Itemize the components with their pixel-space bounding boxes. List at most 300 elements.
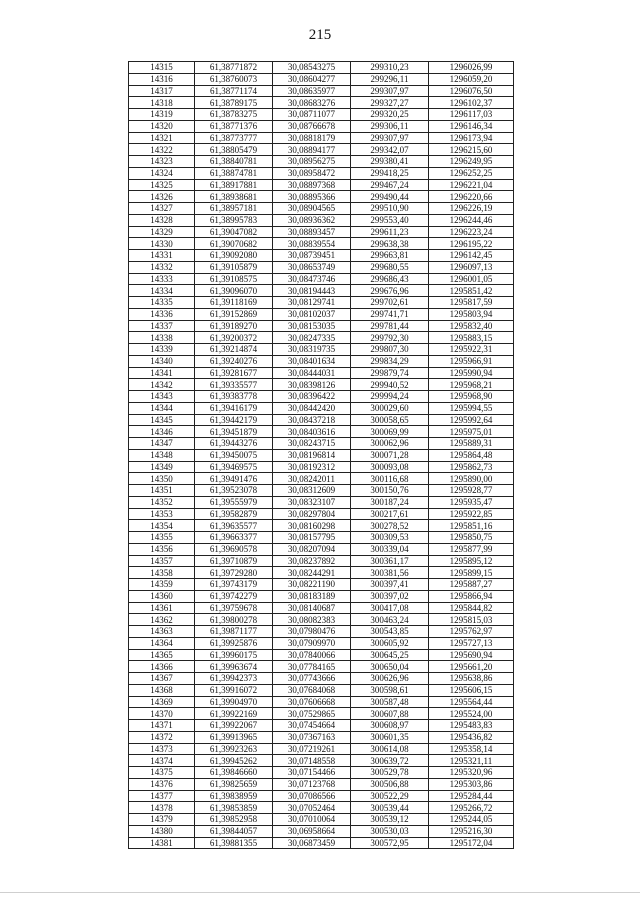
coordinate-a-cell: 61,39663377 (195, 532, 273, 544)
coordinate-x-cell: 300361,17 (351, 555, 429, 567)
point-number-cell: 14365 (129, 649, 195, 661)
coordinate-b-cell: 30,07219261 (273, 743, 351, 755)
coordinate-b-cell: 30,07154466 (273, 767, 351, 779)
point-number-cell: 14359 (129, 579, 195, 591)
coordinate-b-cell: 30,08894177 (273, 144, 351, 156)
point-number-cell: 14368 (129, 684, 195, 696)
table-row (129, 391, 514, 403)
coordinate-x-cell: 299553,40 (351, 214, 429, 226)
point-number-cell: 14337 (129, 320, 195, 332)
point-number-cell: 14315 (129, 62, 195, 74)
point-number-cell: 14344 (129, 402, 195, 414)
coordinate-b-cell: 30,08401634 (273, 355, 351, 367)
coordinate-y-cell: 1296117,03 (429, 109, 514, 121)
coordinate-y-cell: 1295638,86 (429, 673, 514, 685)
coordinate-x-cell: 300381,56 (351, 567, 429, 579)
coordinate-b-cell: 30,08895366 (273, 191, 351, 203)
table-row (129, 250, 514, 262)
coordinate-y-cell: 1295968,21 (429, 379, 514, 391)
point-number-cell: 14364 (129, 637, 195, 649)
table-row (129, 743, 514, 755)
coordinate-a-cell: 61,38957181 (195, 203, 273, 215)
coordinate-b-cell: 30,08207094 (273, 543, 351, 555)
coordinate-x-cell: 299306,11 (351, 120, 429, 132)
coordinate-x-cell: 300029,60 (351, 402, 429, 414)
coordinate-a-cell: 61,39555979 (195, 496, 273, 508)
coordinate-b-cell: 30,07010064 (273, 814, 351, 826)
page-number: 215 (308, 27, 332, 43)
coordinate-b-cell: 30,08473746 (273, 273, 351, 285)
table-row (129, 649, 514, 661)
coordinate-b-cell: 30,07909970 (273, 637, 351, 649)
table-row (129, 367, 514, 379)
coordinate-b-cell: 30,08221190 (273, 579, 351, 591)
coordinate-a-cell: 61,39070682 (195, 238, 273, 250)
table-row (129, 167, 514, 179)
point-number-cell: 14340 (129, 355, 195, 367)
table-row (129, 543, 514, 555)
coordinate-b-cell: 30,08635977 (273, 85, 351, 97)
table-row (129, 214, 514, 226)
coordinate-b-cell: 30,08192312 (273, 461, 351, 473)
table-row (129, 320, 514, 332)
table-row (129, 144, 514, 156)
table-row (129, 520, 514, 532)
point-number-cell: 14357 (129, 555, 195, 567)
coordinate-y-cell: 1295690,94 (429, 649, 514, 661)
coordinate-a-cell: 61,38840781 (195, 156, 273, 168)
coordinate-x-cell: 300071,28 (351, 449, 429, 461)
coordinate-y-cell: 1295321,11 (429, 755, 514, 767)
coordinate-b-cell: 30,07148558 (273, 755, 351, 767)
coordinate-a-cell: 61,39922169 (195, 708, 273, 720)
coordinate-b-cell: 30,08604277 (273, 73, 351, 85)
point-number-cell: 14354 (129, 520, 195, 532)
coordinate-x-cell: 299418,25 (351, 167, 429, 179)
coordinate-a-cell: 61,39960175 (195, 649, 273, 661)
coordinate-x-cell: 300645,25 (351, 649, 429, 661)
coordinate-a-cell: 61,39710879 (195, 555, 273, 567)
point-number-cell: 14381 (129, 837, 195, 849)
coordinate-x-cell: 299807,30 (351, 344, 429, 356)
coordinate-y-cell: 1295524,00 (429, 708, 514, 720)
coordinate-x-cell: 299663,81 (351, 250, 429, 262)
point-number-cell: 14326 (129, 191, 195, 203)
coordinate-y-cell: 1295922,85 (429, 508, 514, 520)
coordinate-a-cell: 61,39881355 (195, 837, 273, 849)
coordinate-y-cell: 1295803,94 (429, 308, 514, 320)
point-number-cell: 14333 (129, 273, 195, 285)
coordinate-a-cell: 61,39416179 (195, 402, 273, 414)
coordinate-b-cell: 30,08312609 (273, 485, 351, 497)
coordinate-y-cell: 1295851,42 (429, 285, 514, 297)
point-number-cell: 14347 (129, 438, 195, 450)
coordinate-x-cell: 299638,38 (351, 238, 429, 250)
coordinate-b-cell: 30,08153035 (273, 320, 351, 332)
coordinate-a-cell: 61,38771174 (195, 85, 273, 97)
point-number-cell: 14345 (129, 414, 195, 426)
coordinate-y-cell: 1295284,44 (429, 790, 514, 802)
coordinate-a-cell: 61,39844057 (195, 825, 273, 837)
coordinate-y-cell: 1296221,04 (429, 179, 514, 191)
coordinate-y-cell: 1295606,15 (429, 684, 514, 696)
coordinate-b-cell: 30,08247335 (273, 332, 351, 344)
coordinate-x-cell: 299611,23 (351, 226, 429, 238)
coordinate-x-cell: 299380,41 (351, 156, 429, 168)
coordinate-b-cell: 30,08897368 (273, 179, 351, 191)
coordinate-b-cell: 30,08160298 (273, 520, 351, 532)
table-row (129, 132, 514, 144)
coordinate-y-cell: 1295883,15 (429, 332, 514, 344)
coordinate-x-cell: 299792,30 (351, 332, 429, 344)
coordinate-a-cell: 61,39922067 (195, 720, 273, 732)
coordinate-y-cell: 1295966,91 (429, 355, 514, 367)
coordinate-a-cell: 61,39838959 (195, 790, 273, 802)
coordinate-a-cell: 61,39913965 (195, 731, 273, 743)
table-row (129, 438, 514, 450)
point-number-cell: 14373 (129, 743, 195, 755)
coordinate-x-cell: 300339,04 (351, 543, 429, 555)
coordinate-x-cell: 300543,85 (351, 626, 429, 638)
coordinates-table-body (129, 62, 514, 849)
coordinate-y-cell: 1295877,99 (429, 543, 514, 555)
point-number-cell: 14324 (129, 167, 195, 179)
coordinate-x-cell: 299307,97 (351, 132, 429, 144)
coordinate-a-cell: 61,39742279 (195, 590, 273, 602)
coordinate-a-cell: 61,39450075 (195, 449, 273, 461)
coordinate-a-cell: 61,39096070 (195, 285, 273, 297)
table-row (129, 720, 514, 732)
table-row (129, 203, 514, 215)
coordinate-a-cell: 61,39047082 (195, 226, 273, 238)
coordinate-b-cell: 30,08237892 (273, 555, 351, 567)
coordinate-b-cell: 30,06958664 (273, 825, 351, 837)
coordinate-b-cell: 30,08543275 (273, 62, 351, 74)
coordinate-y-cell: 1296220,66 (429, 191, 514, 203)
table-row (129, 261, 514, 273)
coordinate-x-cell: 300587,48 (351, 696, 429, 708)
point-number-cell: 14361 (129, 602, 195, 614)
coordinate-x-cell: 299327,27 (351, 97, 429, 109)
coordinate-b-cell: 30,08442420 (273, 402, 351, 414)
table-row (129, 191, 514, 203)
table-row (129, 661, 514, 673)
coordinate-b-cell: 30,07367163 (273, 731, 351, 743)
coordinate-a-cell: 61,39442179 (195, 414, 273, 426)
point-number-cell: 14379 (129, 814, 195, 826)
point-number-cell: 14355 (129, 532, 195, 544)
coordinate-b-cell: 30,08403616 (273, 426, 351, 438)
coordinate-x-cell: 299320,25 (351, 109, 429, 121)
coordinate-y-cell: 1295817,59 (429, 297, 514, 309)
coordinate-a-cell: 61,39743179 (195, 579, 273, 591)
coordinate-a-cell: 61,38783275 (195, 109, 273, 121)
coordinate-y-cell: 1295216,30 (429, 825, 514, 837)
coordinate-y-cell: 1296244,46 (429, 214, 514, 226)
coordinate-b-cell: 30,07743666 (273, 673, 351, 685)
coordinate-y-cell: 1295727,13 (429, 637, 514, 649)
point-number-cell: 14334 (129, 285, 195, 297)
coordinate-y-cell: 1296252,25 (429, 167, 514, 179)
coordinate-b-cell: 30,08194443 (273, 285, 351, 297)
coordinate-b-cell: 30,08323107 (273, 496, 351, 508)
coordinate-b-cell: 30,08157795 (273, 532, 351, 544)
coordinate-b-cell: 30,07684068 (273, 684, 351, 696)
coordinate-a-cell: 61,39871177 (195, 626, 273, 638)
coordinate-y-cell: 1296001,05 (429, 273, 514, 285)
coordinate-y-cell: 1296097,13 (429, 261, 514, 273)
coordinate-x-cell: 300607,88 (351, 708, 429, 720)
coordinate-y-cell: 1295815,03 (429, 614, 514, 626)
coordinate-x-cell: 300116,68 (351, 473, 429, 485)
coordinate-x-cell: 300605,92 (351, 637, 429, 649)
coordinate-x-cell: 300626,96 (351, 673, 429, 685)
coordinate-b-cell: 30,08818179 (273, 132, 351, 144)
coordinate-x-cell: 300062,96 (351, 438, 429, 450)
coordinate-y-cell: 1295851,16 (429, 520, 514, 532)
coordinate-a-cell: 61,38917881 (195, 179, 273, 191)
point-number-cell: 14330 (129, 238, 195, 250)
point-number-cell: 14329 (129, 226, 195, 238)
coordinate-y-cell: 1295890,00 (429, 473, 514, 485)
coordinate-b-cell: 30,08297804 (273, 508, 351, 520)
coordinate-a-cell: 61,39729280 (195, 567, 273, 579)
point-number-cell: 14371 (129, 720, 195, 732)
point-number-cell: 14328 (129, 214, 195, 226)
point-number-cell: 14320 (129, 120, 195, 132)
table-row (129, 226, 514, 238)
coordinate-x-cell: 299834,29 (351, 355, 429, 367)
coordinate-x-cell: 300522,29 (351, 790, 429, 802)
coordinate-x-cell: 299310,23 (351, 62, 429, 74)
point-number-cell: 14366 (129, 661, 195, 673)
table-row (129, 555, 514, 567)
table-row (129, 755, 514, 767)
point-number-cell: 14353 (129, 508, 195, 520)
coordinate-b-cell: 30,07606668 (273, 696, 351, 708)
coordinate-y-cell: 1296142,45 (429, 250, 514, 262)
coordinate-b-cell: 30,08683276 (273, 97, 351, 109)
coordinate-x-cell: 299702,61 (351, 297, 429, 309)
coordinate-y-cell: 1296076,50 (429, 85, 514, 97)
coordinate-a-cell: 61,39523078 (195, 485, 273, 497)
table-row (129, 156, 514, 168)
point-number-cell: 14378 (129, 802, 195, 814)
coordinate-x-cell: 300058,65 (351, 414, 429, 426)
point-number-cell: 14318 (129, 97, 195, 109)
coordinate-x-cell: 299686,43 (351, 273, 429, 285)
coordinate-a-cell: 61,38805479 (195, 144, 273, 156)
coordinate-x-cell: 299490,44 (351, 191, 429, 203)
coordinate-y-cell: 1295899,15 (429, 567, 514, 579)
coordinate-x-cell: 299467,24 (351, 179, 429, 191)
coordinate-a-cell: 61,39335577 (195, 379, 273, 391)
coordinate-b-cell: 30,06873459 (273, 837, 351, 849)
point-number-cell: 14332 (129, 261, 195, 273)
table-row (129, 567, 514, 579)
point-number-cell: 14343 (129, 391, 195, 403)
coordinate-a-cell: 61,39916072 (195, 684, 273, 696)
table-row (129, 485, 514, 497)
coordinate-b-cell: 30,07784165 (273, 661, 351, 673)
table-row (129, 285, 514, 297)
coordinate-b-cell: 30,08956275 (273, 156, 351, 168)
coordinate-x-cell: 300572,95 (351, 837, 429, 849)
coordinate-a-cell: 61,38789175 (195, 97, 273, 109)
point-number-cell: 14325 (129, 179, 195, 191)
table-row (129, 344, 514, 356)
table-row (129, 414, 514, 426)
coordinate-a-cell: 61,39451879 (195, 426, 273, 438)
coordinates-table (128, 61, 514, 849)
point-number-cell: 14321 (129, 132, 195, 144)
coordinate-b-cell: 30,08958472 (273, 167, 351, 179)
table-row (129, 579, 514, 591)
coordinate-x-cell: 300187,24 (351, 496, 429, 508)
coordinate-b-cell: 30,08711077 (273, 109, 351, 121)
coordinate-b-cell: 30,08183189 (273, 590, 351, 602)
scan-edge-line (0, 892, 640, 893)
point-number-cell: 14338 (129, 332, 195, 344)
coordinate-x-cell: 299296,11 (351, 73, 429, 85)
coordinate-b-cell: 30,08243715 (273, 438, 351, 450)
coordinate-y-cell: 1296173,94 (429, 132, 514, 144)
point-number-cell: 14358 (129, 567, 195, 579)
table-row (129, 355, 514, 367)
table-row (129, 778, 514, 790)
coordinate-y-cell: 1295850,75 (429, 532, 514, 544)
coordinate-b-cell: 30,08437218 (273, 414, 351, 426)
coordinate-b-cell: 30,08904565 (273, 203, 351, 215)
coordinate-x-cell: 300650,04 (351, 661, 429, 673)
table-row (129, 508, 514, 520)
table-row (129, 73, 514, 85)
coordinate-y-cell: 1296059,20 (429, 73, 514, 85)
coordinate-y-cell: 1295844,82 (429, 602, 514, 614)
coordinate-x-cell: 300639,72 (351, 755, 429, 767)
table-row (129, 461, 514, 473)
coordinate-a-cell: 61,39118169 (195, 297, 273, 309)
table-row (129, 179, 514, 191)
coordinate-y-cell: 1296026,99 (429, 62, 514, 74)
point-number-cell: 14367 (129, 673, 195, 685)
coordinate-a-cell: 61,39800278 (195, 614, 273, 626)
point-number-cell: 14374 (129, 755, 195, 767)
table-row (129, 332, 514, 344)
coordinate-a-cell: 61,39925876 (195, 637, 273, 649)
coordinate-b-cell: 30,08242011 (273, 473, 351, 485)
table-row (129, 708, 514, 720)
coordinate-b-cell: 30,08319735 (273, 344, 351, 356)
coordinate-y-cell: 1295320,96 (429, 767, 514, 779)
coordinate-a-cell: 61,39852958 (195, 814, 273, 826)
coordinate-a-cell: 61,39963674 (195, 661, 273, 673)
point-number-cell: 14336 (129, 308, 195, 320)
table-row (129, 120, 514, 132)
coordinate-b-cell: 30,08893457 (273, 226, 351, 238)
coordinate-x-cell: 300397,02 (351, 590, 429, 602)
table-row (129, 626, 514, 638)
coordinate-a-cell: 61,39214874 (195, 344, 273, 356)
coordinate-a-cell: 61,39281677 (195, 367, 273, 379)
table-row (129, 426, 514, 438)
coordinate-b-cell: 30,08398126 (273, 379, 351, 391)
table-row (129, 602, 514, 614)
coordinate-a-cell: 61,39582879 (195, 508, 273, 520)
coordinate-y-cell: 1295895,12 (429, 555, 514, 567)
coordinate-b-cell: 30,07840066 (273, 649, 351, 661)
coordinate-b-cell: 30,07052464 (273, 802, 351, 814)
coordinate-x-cell: 299781,44 (351, 320, 429, 332)
table-row (129, 802, 514, 814)
coordinate-a-cell: 61,39108575 (195, 273, 273, 285)
coordinate-x-cell: 300601,35 (351, 731, 429, 743)
point-number-cell: 14350 (129, 473, 195, 485)
point-number-cell: 14335 (129, 297, 195, 309)
table-row (129, 684, 514, 696)
coordinate-y-cell: 1295889,31 (429, 438, 514, 450)
coordinate-y-cell: 1295968,90 (429, 391, 514, 403)
coordinate-y-cell: 1295866,94 (429, 590, 514, 602)
coordinate-a-cell: 61,39383778 (195, 391, 273, 403)
coordinate-a-cell: 61,38938681 (195, 191, 273, 203)
coordinate-a-cell: 61,39189270 (195, 320, 273, 332)
point-number-cell: 14323 (129, 156, 195, 168)
coordinate-y-cell: 1295887,27 (429, 579, 514, 591)
coordinate-y-cell: 1295303,86 (429, 778, 514, 790)
coordinate-y-cell: 1296223,24 (429, 226, 514, 238)
point-number-cell: 14369 (129, 696, 195, 708)
table-row (129, 308, 514, 320)
coordinate-y-cell: 1295436,82 (429, 731, 514, 743)
point-number-cell: 14370 (129, 708, 195, 720)
coordinate-x-cell: 299741,71 (351, 308, 429, 320)
coordinate-b-cell: 30,08196814 (273, 449, 351, 461)
point-number-cell: 14363 (129, 626, 195, 638)
point-number-cell: 14377 (129, 790, 195, 802)
point-number-cell: 14346 (129, 426, 195, 438)
coordinate-a-cell: 61,39469575 (195, 461, 273, 473)
coordinate-b-cell: 30,08396422 (273, 391, 351, 403)
coordinate-y-cell: 1295762,97 (429, 626, 514, 638)
table-row (129, 62, 514, 74)
coordinate-a-cell: 61,38773777 (195, 132, 273, 144)
coordinate-x-cell: 300608,97 (351, 720, 429, 732)
table-row (129, 532, 514, 544)
coordinate-x-cell: 299676,96 (351, 285, 429, 297)
point-number-cell: 14352 (129, 496, 195, 508)
coordinate-y-cell: 1295564,44 (429, 696, 514, 708)
coordinate-a-cell: 61,39945262 (195, 755, 273, 767)
coordinate-x-cell: 299940,52 (351, 379, 429, 391)
coordinate-x-cell: 299307,97 (351, 85, 429, 97)
coordinate-x-cell: 299879,74 (351, 367, 429, 379)
coordinate-y-cell: 1295266,72 (429, 802, 514, 814)
point-number-cell: 14339 (129, 344, 195, 356)
coordinate-y-cell: 1295172,04 (429, 837, 514, 849)
coordinate-y-cell: 1295832,40 (429, 320, 514, 332)
point-number-cell: 14319 (129, 109, 195, 121)
coordinate-y-cell: 1295992,64 (429, 414, 514, 426)
coordinate-y-cell: 1296102,37 (429, 97, 514, 109)
point-number-cell: 14356 (129, 543, 195, 555)
coordinate-a-cell: 61,39904970 (195, 696, 273, 708)
table-row (129, 85, 514, 97)
coordinate-y-cell: 1295922,31 (429, 344, 514, 356)
coordinate-b-cell: 30,08082383 (273, 614, 351, 626)
coordinate-x-cell: 300598,61 (351, 684, 429, 696)
point-number-cell: 14360 (129, 590, 195, 602)
